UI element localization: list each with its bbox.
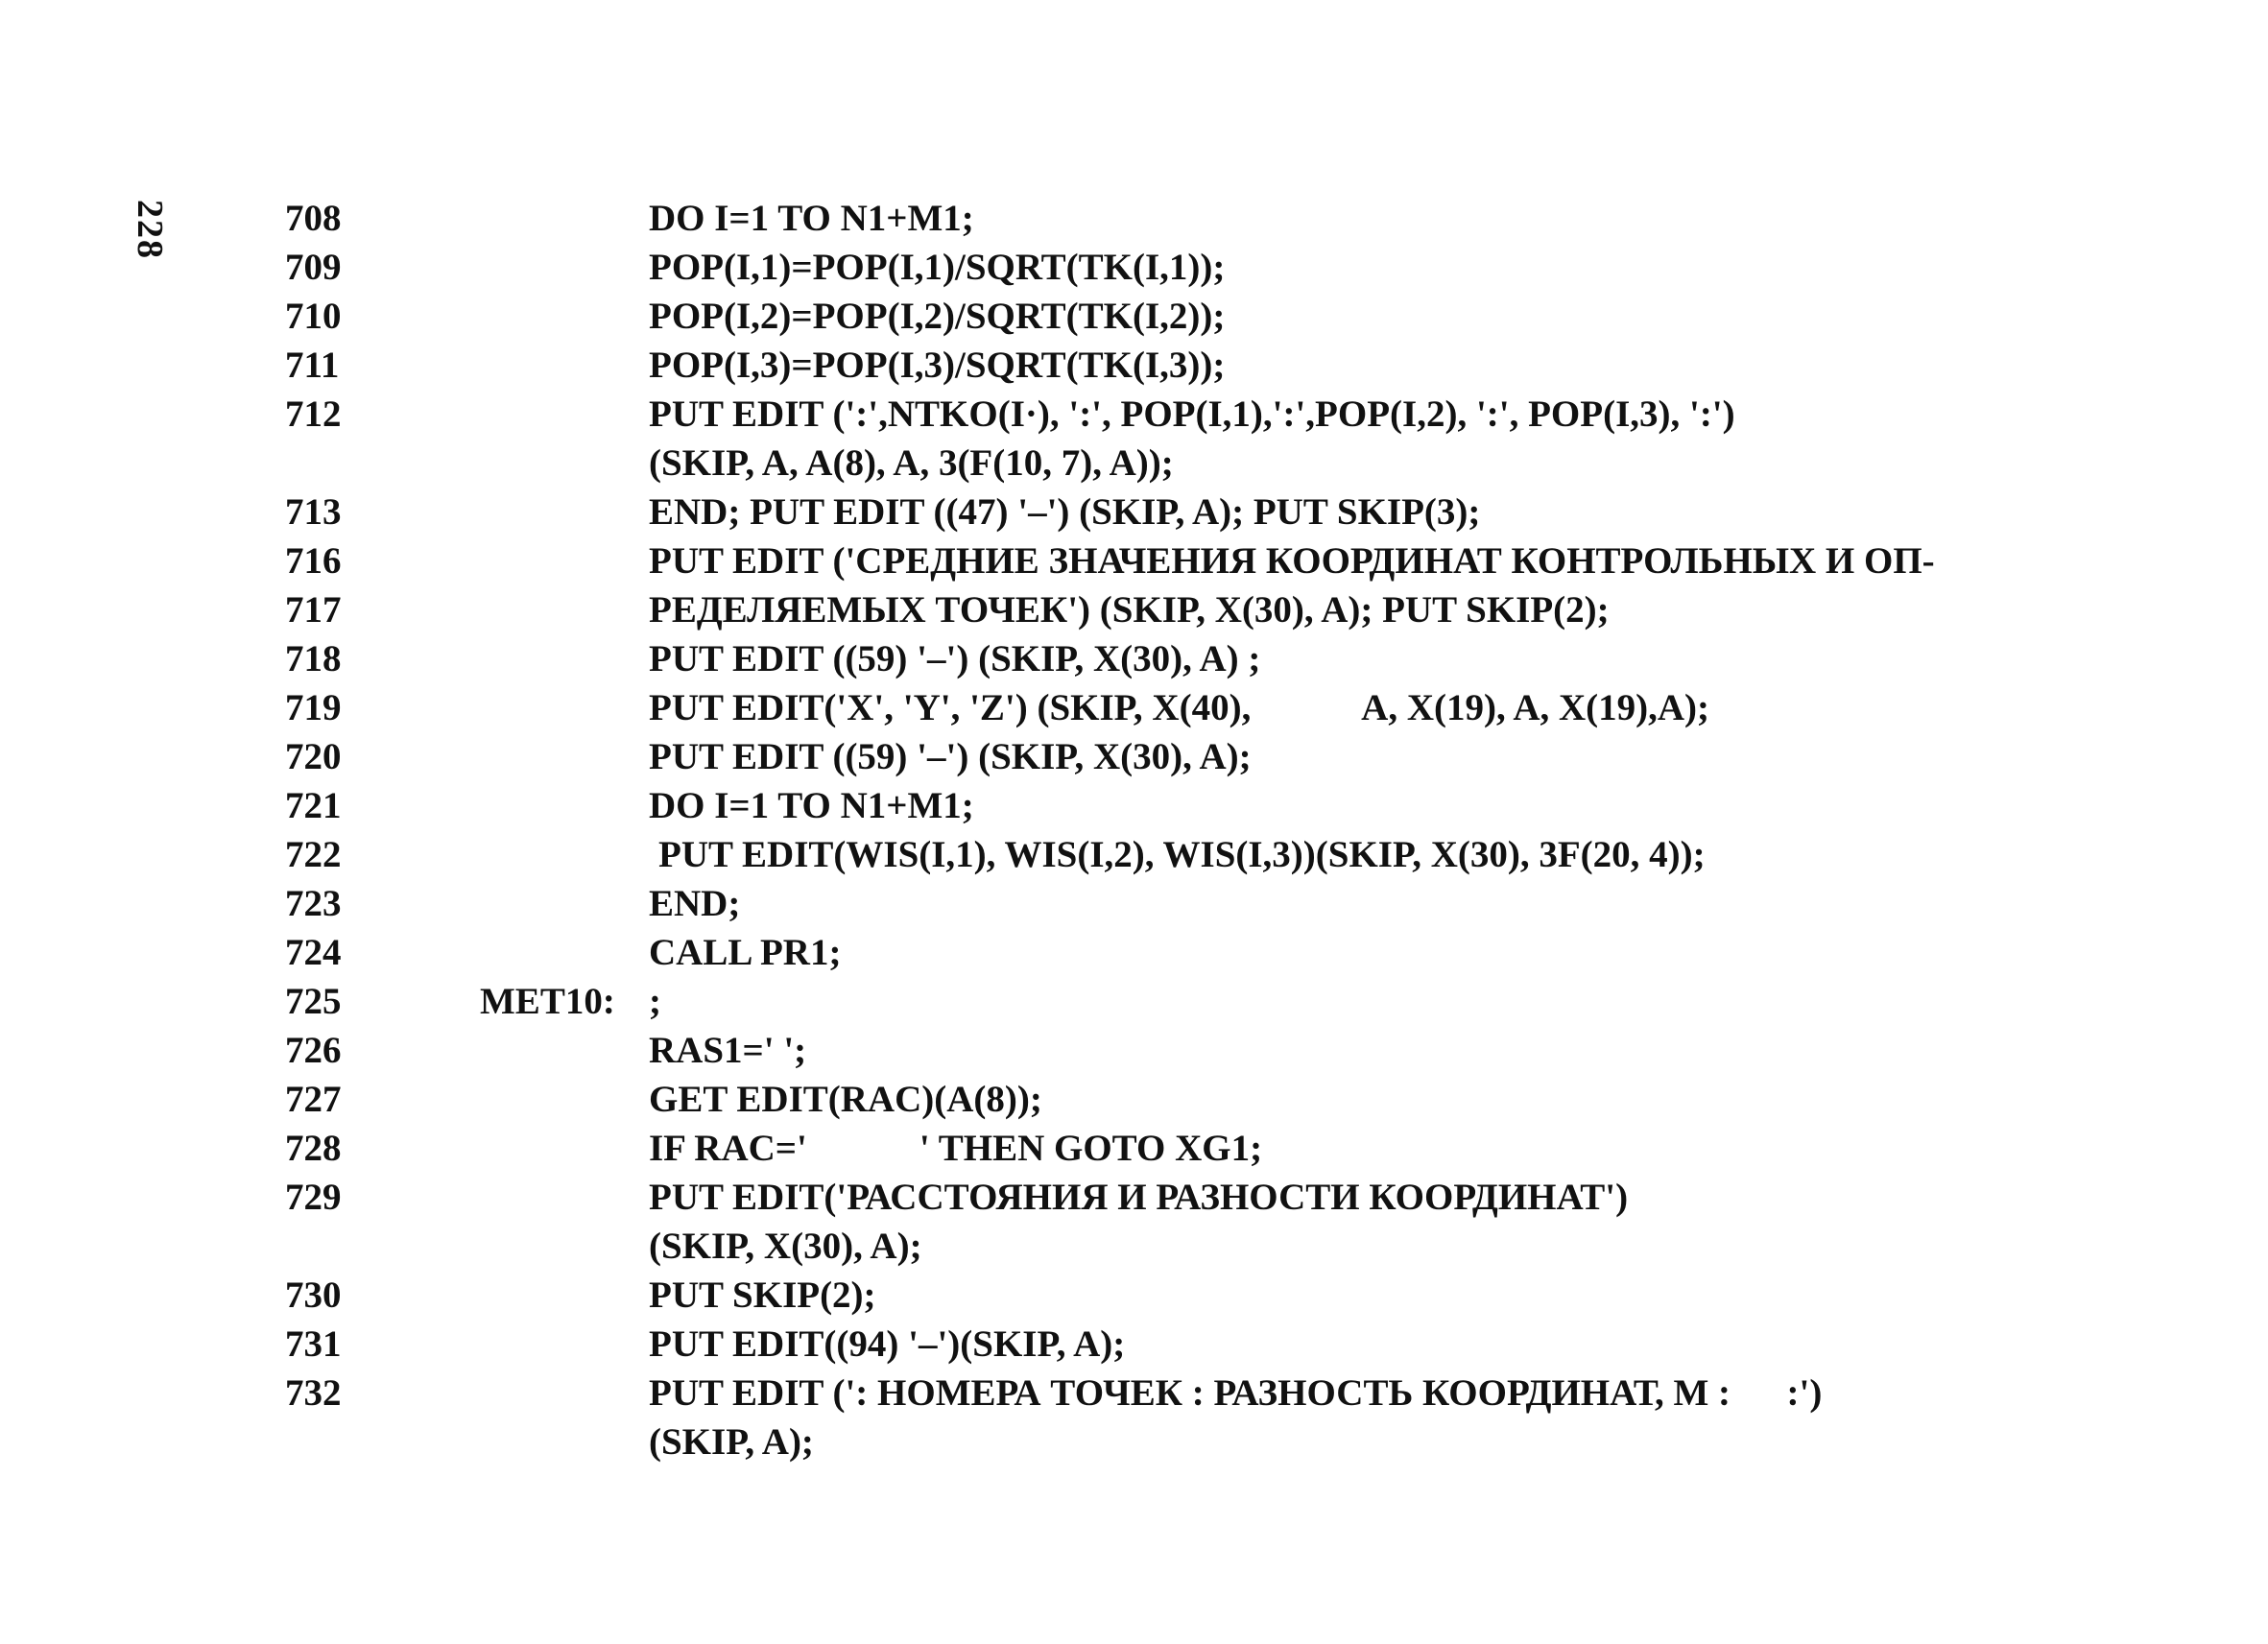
line-number: 721 [285,785,342,826]
code-text: DO I=1 TO N1+M1; [649,785,974,826]
code-line [0,634,2268,683]
line-number: 717 [285,589,342,631]
code-line [0,194,2268,243]
line-number: 708 [285,198,342,239]
code-line [0,1124,2268,1173]
code-line [0,1075,2268,1124]
code-text: POP(I,3)=POP(I,3)/SQRT(TK(I,3)); [649,345,1226,386]
code-line [0,243,2268,292]
code-text: (SKIP, X(30), A); [649,1226,922,1267]
code-text: PUT EDIT ((59) '–') (SKIP, X(30), A) ; [649,638,1261,679]
code-text: END; PUT EDIT ((47) '–') (SKIP, A); PUT SKIP(3); [649,491,1481,533]
code-line [0,830,2268,879]
code-text: PUT EDIT(WIS(I,1), WIS(I,2), WIS(I,3))(SKIP, X(30), 3F(20, 4)); [658,834,1706,875]
code-text: IF RAC=' ' THEN GOTO XG1; [649,1128,1263,1169]
code-text: PUT EDIT((94) '–')(SKIP, A); [649,1323,1126,1365]
code-line [0,683,2268,732]
line-number: 730 [285,1275,342,1316]
code-line [0,585,2268,634]
code-text: GET EDIT(RAC)(A(8)); [649,1079,1042,1120]
line-number: 726 [285,1030,342,1071]
line-number: 732 [285,1372,342,1414]
line-number: 712 [285,393,342,435]
code-text: PUT SKIP(2); [649,1275,876,1316]
code-line [0,1026,2268,1075]
statement-label: MET10: [480,981,615,1022]
code-text: END; [649,883,741,924]
page-number: 228 [130,200,170,260]
code-text: РЕДЕЛЯЕМЫХ ТОЧЕК') (SKIP, X(30), A); PUT SKIP(2); [649,589,1610,631]
code-text: RAS1=' '; [649,1030,807,1071]
code-line [0,1418,2268,1466]
code-line [0,536,2268,585]
code-listing [0,194,2268,1466]
code-line [0,977,2268,1026]
code-text: PUT EDIT('X', 'Y', 'Z') (SKIP, X(40), A, X(19), A, X(19),A); [649,687,1710,728]
code-line [0,781,2268,830]
line-number: 718 [285,638,342,679]
code-text: POP(I,2)=POP(I,2)/SQRT(TK(I,2)); [649,296,1226,337]
code-line [0,341,2268,390]
line-number: 727 [285,1079,342,1120]
code-line [0,1222,2268,1271]
line-number: 710 [285,296,342,337]
code-line [0,1320,2268,1369]
code-text: ; [649,981,661,1022]
line-number: 716 [285,540,342,582]
line-number: 720 [285,736,342,777]
line-number: 709 [285,247,342,288]
code-text: DO I=1 TO N1+M1; [649,198,974,239]
code-text: PUT EDIT ((59) '–') (SKIP, X(30), A); [649,736,1252,777]
code-text: PUT EDIT ('СРЕДНИЕ ЗНАЧЕНИЯ КООРДИНАТ КОНТРОЛЬНЫХ И ОП- [649,540,1935,582]
code-text: POP(I,1)=POP(I,1)/SQRT(TK(I,1)); [649,247,1226,288]
code-line [0,1271,2268,1320]
line-number: 722 [285,834,342,875]
code-text: (SKIP, A, A(8), A, 3(F(10, 7), A)); [649,442,1174,484]
line-number: 729 [285,1177,342,1218]
line-number: 711 [285,345,340,386]
line-number: 719 [285,687,342,728]
code-line [0,928,2268,977]
line-number: 725 [285,981,342,1022]
code-line [0,1369,2268,1418]
code-line [0,390,2268,439]
code-line [0,439,2268,488]
code-text: PUT EDIT('РАССТОЯНИЯ И РАЗНОСТИ КООРДИНАТ') [649,1177,1629,1218]
code-line [0,879,2268,928]
line-number: 713 [285,491,342,533]
code-text: PUT EDIT (':',NTKO(I·), ':', POP(I,1),':',POP(I,2), ':', POP(I,3), ':') [649,393,1735,435]
code-line [0,732,2268,781]
code-line [0,488,2268,536]
code-text: PUT EDIT (': НОМЕРА ТОЧЕК : РАЗНОСТЬ КООРДИНАТ, М : :') [649,1372,1823,1414]
line-number: 723 [285,883,342,924]
line-number: 728 [285,1128,342,1169]
line-number: 731 [285,1323,342,1365]
code-text: (SKIP, A); [649,1421,814,1463]
code-line [0,1173,2268,1222]
code-text: CALL PR1; [649,932,842,973]
code-line [0,292,2268,341]
line-number: 724 [285,932,342,973]
